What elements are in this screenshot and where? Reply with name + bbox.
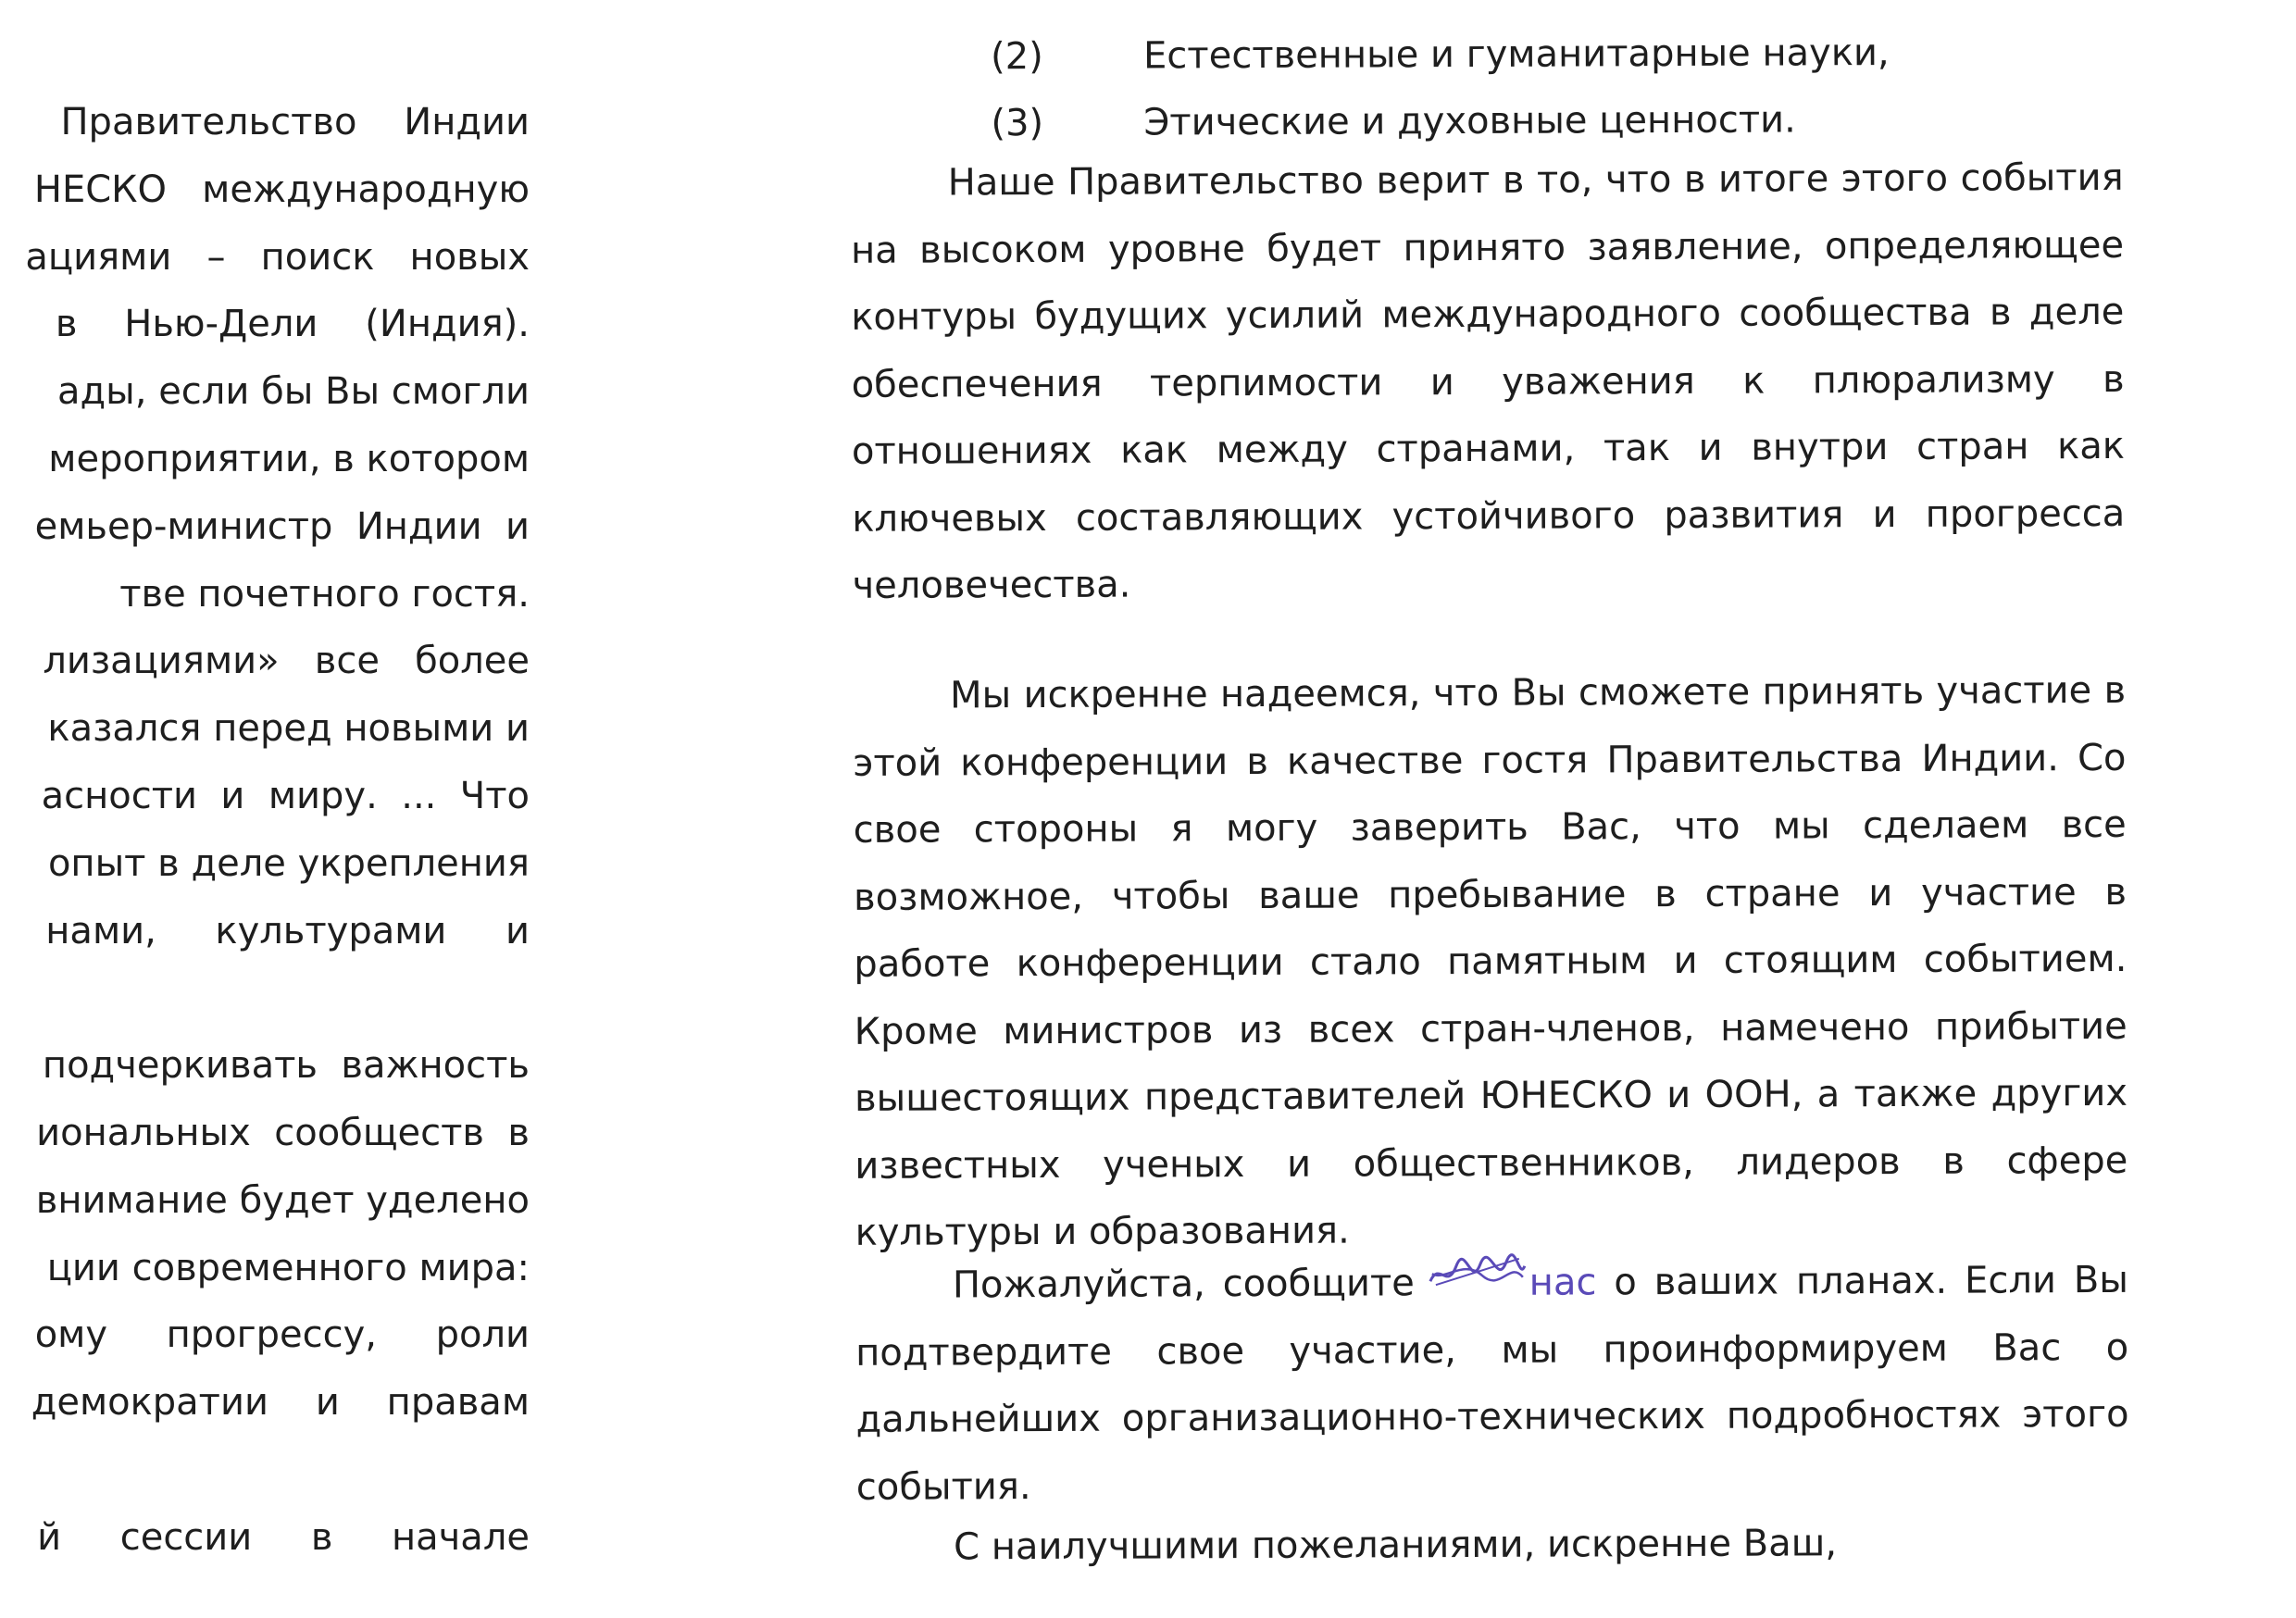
left-column-line: НЕСКО международную [33,168,530,211]
left-column-line: в Нью-Дели (Индия). [55,303,530,346]
left-column-line: ациями – поиск новых [25,235,530,279]
left-column-line: внимание будет уделено [35,1178,530,1222]
paragraph-request-end: о ваших планах. Если Вы подтвердите свое участие, мы проинформируем Вас о дальнейших организационно-технических подробностях этого события. [855,1258,2129,1509]
left-column-line: иональных сообществ в [36,1112,530,1154]
list-item-number: (2) [991,35,1043,79]
list-item-text: Этические и духовные ценности. [1143,98,1796,144]
paragraph-request-start: Пожалуйста, сообщите [952,1262,1415,1307]
left-column-line: подчеркивать важность [42,1044,530,1088]
left-column-line: Правительство Индии [60,101,530,143]
list-item-text: Естественные и гуманитарные науки, [1143,31,1890,78]
left-column-line: лизациями» все более [43,640,530,683]
left-column-line: казался перед новыми и [47,707,530,751]
left-column-line: тве почетного гостя. [119,572,530,616]
paragraph-request [855,1247,2129,1521]
closing-line: С наилучшими пожеланиями, искренне Ваш, [954,1522,1838,1569]
right-column [833,30,2129,1569]
left-column-line: ады, если бы Вы смогли [57,370,530,414]
left-column [0,100,530,1560]
list-item-number: (3) [991,102,1044,145]
left-column-line: ции современного мира: [46,1246,530,1289]
left-column-line: емьер-министр Индии и [34,504,530,548]
left-column-line: ому прогрессу, роли [34,1313,530,1357]
left-column-line: опыт в деле укрепления [47,841,530,885]
ink-scribble-icon [1427,1253,1529,1294]
struck-word-text: нас [1529,1261,1597,1304]
left-column-line: нами, культурами и [45,909,530,952]
left-column-line: демократии и правам [31,1381,530,1425]
left-column-line: мероприятии, в котором [48,438,530,480]
left-column-line: й сессии в начале [37,1515,530,1559]
struck-word [1432,1249,1597,1316]
left-column-line: асности и миру. ... Что [41,775,530,817]
paragraph-invitation: Мы искренне надеемся, что Вы сможете принять участие в этой конференции в качестве гостя Правительства Индии. Со свое стороны я могу заверить Вас, что мы сделаем все возможное, чтобы ваше пребывание в стране и участие в работе конференции стало памятным и стоящим событием. Кроме министров из всех стран-членов, намечено прибытие вышестоящих представителей ЮНЕСКО и ООН, а также других известных ученых и общественников, лидеров в сфере культуры и образования. [853,668,2128,1254]
paragraph-government-belief: Наше Правительство верит в то, что в итоге этого события на высоком уровне будет принято заявление, определяющее контуры будущих усилий международного сообщества в деле обеспечения терпимости и уважения к плюрализму в отношениях как между странами, так и внутри стран как ключевых составляющих устойчивого развития и прогресса человечества. [850,156,2126,607]
